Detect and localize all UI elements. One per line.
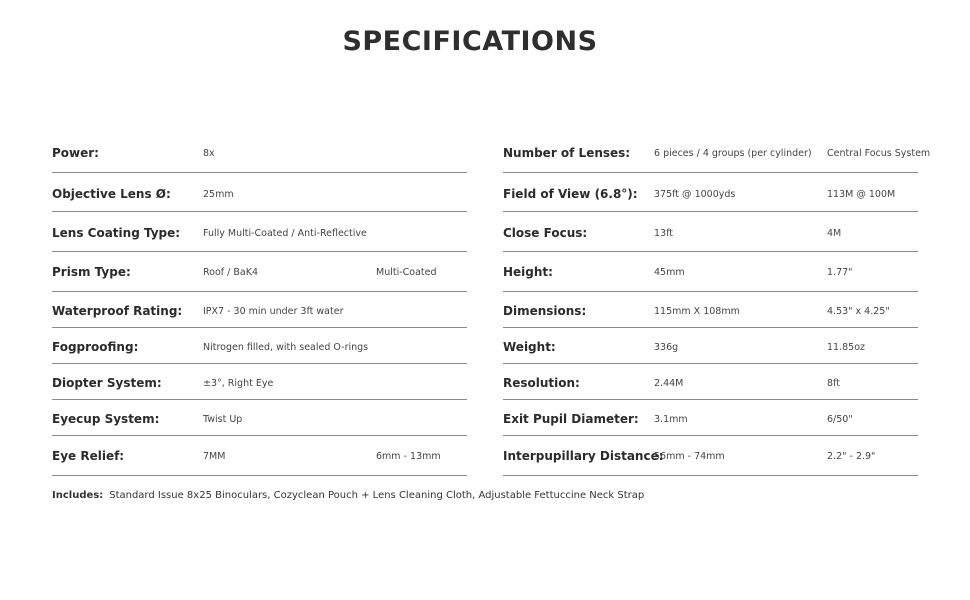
spec-value: Fully Multi-Coated / Anti-Reflective [203,228,367,239]
specs-right-column [503,132,931,476]
spec-value: 375ft @ 1000yds [654,189,736,200]
spec-label: Field of View (6.8°): [503,187,638,201]
spec-label: Interpupillary Distance: [503,449,664,463]
spec-value: ±3°, Right Eye [203,378,274,389]
spec-row [503,328,918,364]
spec-value: Nitrogen filled, with sealed O-rings [203,342,369,353]
spec-value-secondary: 1.77" [827,267,853,278]
includes-line [52,490,644,501]
spec-row [503,436,918,476]
spec-label: Close Focus: [503,226,588,240]
spec-value-secondary: 4.53" x 4.25" [827,306,890,317]
spec-value: 3.1mm [654,414,688,425]
spec-row [52,212,467,252]
includes-text: Standard Issue 8x25 Binoculars, Cozyclean Pouch + Lens Cleaning Cloth, Adjustable Fettuccine Neck Strap [109,490,645,501]
spec-row [503,400,918,436]
spec-label: Resolution: [503,376,580,390]
spec-value: 56mm - 74mm [654,451,725,462]
spec-label: Lens Coating Type: [52,226,181,240]
page-title: SPECIFICATIONS [342,26,598,57]
spec-label: Eye Relief: [52,449,125,463]
spec-row [52,400,467,436]
spec-label: Exit Pupil Diameter: [503,412,639,426]
specs-left-column [52,132,467,476]
spec-value: Roof / BaK4 [203,267,258,278]
includes-label: Includes: [52,490,104,501]
spec-value: 13ft [654,228,673,239]
spec-value: 2.44M [654,378,684,389]
spec-value-secondary: 11.85oz [827,342,865,353]
spec-row [52,436,467,476]
spec-label: Weight: [503,340,556,354]
spec-value-secondary: 4M [827,228,842,239]
spec-value: Twist Up [203,414,243,425]
spec-value-secondary: 6mm - 13mm [376,451,441,462]
spec-label: Prism Type: [52,265,131,279]
spec-value: 8x [203,148,215,159]
spec-value: 45mm [654,267,685,278]
spec-row [503,173,918,212]
spec-row [52,292,467,328]
spec-value-secondary: 2.2" - 2.9" [827,451,876,462]
spec-label: Objective Lens Ø: [52,187,171,201]
spec-row [503,364,918,400]
spec-row [52,132,467,173]
spec-label: Height: [503,265,553,279]
spec-row [52,328,467,364]
spec-value: 25mm [203,189,234,200]
spec-label: Dimensions: [503,304,587,318]
spec-label: Number of Lenses: [503,146,631,160]
spec-label: Waterproof Rating: [52,304,183,318]
spec-value: 115mm X 108mm [654,306,740,317]
spec-value-secondary: 8ft [827,378,840,389]
spec-row [52,173,467,212]
spec-label: Diopter System: [52,376,162,390]
spec-value: 336g [654,342,679,353]
spec-value: 6 pieces / 4 groups (per cylinder) [654,148,812,159]
spec-row [52,364,467,400]
spec-row [503,212,918,252]
spec-label: Eyecup System: [52,412,160,426]
spec-row [503,132,931,173]
spec-row [503,252,918,292]
spec-value-secondary: 6/50" [827,414,853,425]
spec-value: 7MM [203,451,226,462]
spec-value-secondary: Multi-Coated [376,267,437,278]
spec-label: Fogproofing: [52,340,139,354]
spec-row [52,252,467,292]
spec-value: IPX7 - 30 min under 3ft water [203,306,344,317]
spec-value-secondary: 113M @ 100M [827,189,896,200]
spec-value-secondary: Central Focus System [827,148,931,159]
spec-row [503,292,918,328]
spec-label: Power: [52,146,99,160]
